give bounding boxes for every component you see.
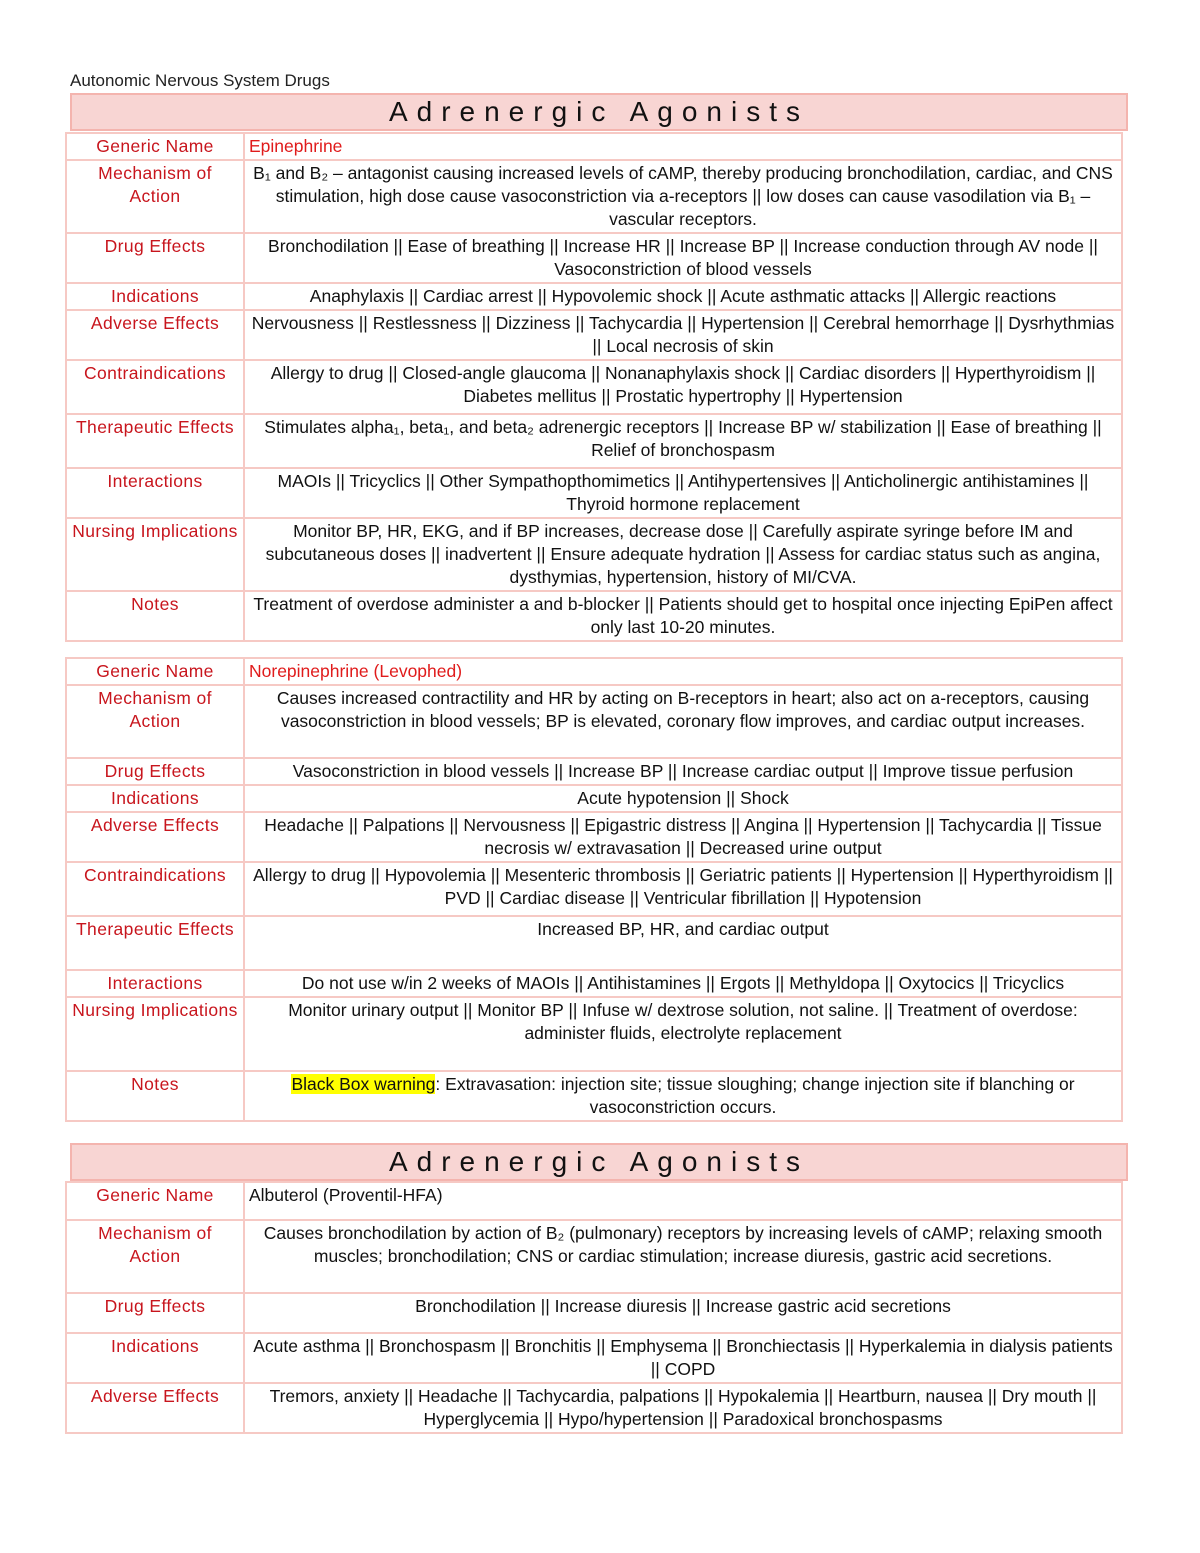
row-value: Allergy to drug || Hypovolemia || Mesenteric thrombosis || Geriatric patients || Hypertension || Hyperthyroidism || PVD || Cardiac disease || Ventricular fibrillation || Hypotension [244, 862, 1122, 916]
row-label: Contraindications [66, 360, 244, 414]
document-title: Autonomic Nervous System Drugs [70, 71, 330, 90]
notes-text: : Extravasation: injection site; tissue sloughing; change injection site if blanching or vasoconstriction occurs. [435, 1074, 1075, 1117]
row-label: Drug Effects [66, 758, 244, 785]
row-label: Indications [66, 785, 244, 812]
table-row [66, 970, 1122, 997]
row-label: Therapeutic Effects [66, 916, 244, 970]
drug-table-norepinephrine [65, 657, 1123, 1122]
table-row [66, 658, 1122, 685]
table-row [66, 1383, 1122, 1433]
drug-table-albuterol [65, 1181, 1123, 1434]
row-label: Adverse Effects [66, 812, 244, 862]
row-value: MAOIs || Tricyclics || Other Sympathopthomimetics || Antihypertensives || Anticholinergic antihistamines || Thyroid hormone replacement [244, 468, 1122, 518]
table-row [66, 160, 1122, 233]
row-label: Indications [66, 1333, 244, 1383]
row-value: Causes bronchodilation by action of B₂ (pulmonary) receptors by increasing levels of cAMP; relaxing smooth muscles; bronchodilation; CNS or cardiac stimulation; increase diuresis, gastric acid secretions. [244, 1220, 1122, 1293]
row-value: Bronchodilation || Increase diuresis || Increase gastric acid secretions [244, 1293, 1122, 1333]
row-value: Stimulates alpha₁, beta₁, and beta₂ adrenergic receptors || Increase BP w/ stabilization || Ease of breathing || Relief of bronchospasm [244, 414, 1122, 468]
row-value: Treatment of overdose administer a and b-blocker || Patients should get to hospital once injecting EpiPen affect only last 10-20 minutes. [244, 591, 1122, 641]
row-label: Adverse Effects [66, 1383, 244, 1433]
row-value: Acute hypotension || Shock [244, 785, 1122, 812]
row-value: Vasoconstriction in blood vessels || Increase BP || Increase cardiac output || Improve tissue perfusion [244, 758, 1122, 785]
table-row [66, 310, 1122, 360]
row-value: Acute asthma || Bronchospasm || Bronchitis || Emphysema || Bronchiectasis || Hyperkalemia in dialysis patients || COPD [244, 1333, 1122, 1383]
row-value: Nervousness || Restlessness || Dizziness || Tachycardia || Hypertension || Cerebral hemorrhage || Dysrhythmias || Local necrosis of skin [244, 310, 1122, 360]
row-label: Notes [66, 1071, 244, 1121]
row-value: Headache || Palpations || Nervousness || Epigastric distress || Angina || Hypertension || Tachycardia || Tissue necrosis w/ extravasation || Decreased urine output [244, 812, 1122, 862]
row-value: Bronchodilation || Ease of breathing || Increase HR || Increase BP || Increase conduction through AV node || Vasoconstriction of blood vessels [244, 233, 1122, 283]
drug-name: Norepinephrine (Levophed) [244, 658, 1122, 685]
table-row [66, 591, 1122, 641]
row-label: Interactions [66, 468, 244, 518]
label-generic-name: Generic Name [66, 133, 244, 160]
table-row [66, 133, 1122, 160]
table-row [66, 1293, 1122, 1333]
row-value: Tremors, anxiety || Headache || Tachycardia, palpations || Hypokalemia || Heartburn, nausea || Dry mouth || Hyperglycemia || Hypo/hypertension || Paradoxical bronchospasms [244, 1383, 1122, 1433]
table-row [66, 997, 1122, 1071]
table-row [66, 812, 1122, 862]
table-row [66, 468, 1122, 518]
table-row [66, 283, 1122, 310]
table-row [66, 233, 1122, 283]
row-label: Adverse Effects [66, 310, 244, 360]
table-row [66, 685, 1122, 758]
table-row [66, 1333, 1122, 1383]
row-label: Indications [66, 283, 244, 310]
row-label: Mechanism of Action [66, 160, 244, 233]
row-value: Allergy to drug || Closed-angle glaucoma || Nonanaphylaxis shock || Cardiac disorders || Hyperthyroidism || Diabetes mellitus || Prostatic hypertrophy || Hypertension [244, 360, 1122, 414]
table-row [66, 785, 1122, 812]
table-row [66, 518, 1122, 591]
row-value: Causes increased contractility and HR by acting on B-receptors in heart; also act on a-receptors, causing vasoconstriction in blood vessels; BP is elevated, coronary flow improves, and cardiac output increases. [244, 685, 1122, 758]
drug-table-epinephrine [65, 132, 1123, 642]
table-row [66, 1220, 1122, 1293]
row-label: Drug Effects [66, 233, 244, 283]
row-label: Nursing Implications [66, 997, 244, 1071]
table-row [66, 360, 1122, 414]
row-label: Contraindications [66, 862, 244, 916]
row-value: Do not use w/in 2 weeks of MAOIs || Antihistamines || Ergots || Methyldopa || Oxytocics || Tricyclics [244, 970, 1122, 997]
table-row [66, 758, 1122, 785]
table-row [66, 414, 1122, 468]
row-label: Mechanism of Action [66, 1220, 244, 1293]
table-row [66, 862, 1122, 916]
row-value: B₁ and B₂ – antagonist causing increased levels of cAMP, thereby producing bronchodilation, cardiac, and CNS stimulation, high dose cause vasoconstriction via a-receptors || low doses can cause vasodilation via B₁ – vascular receptors. [244, 160, 1122, 233]
drug-name: Epinephrine [244, 133, 1122, 160]
row-label: Interactions [66, 970, 244, 997]
section-heading: Adrenergic Agonists [70, 1143, 1128, 1181]
row-label: Notes [66, 591, 244, 641]
table-row [66, 916, 1122, 970]
label-generic-name: Generic Name [66, 658, 244, 685]
table-row [66, 1071, 1122, 1121]
label-generic-name: Generic Name [66, 1182, 244, 1220]
row-label: Therapeutic Effects [66, 414, 244, 468]
row-value: Monitor urinary output || Monitor BP || Infuse w/ dextrose solution, not saline. || Treatment of overdose: administer fluids, electrolyte replacement [244, 997, 1122, 1071]
table-row [66, 1182, 1122, 1220]
section-heading: Adrenergic Agonists [70, 93, 1128, 131]
drug-name: Albuterol (Proventil-HFA) [244, 1182, 1122, 1220]
black-box-warning-highlight: Black Box warning [291, 1074, 436, 1094]
row-label: Drug Effects [66, 1293, 244, 1333]
row-value: Anaphylaxis || Cardiac arrest || Hypovolemic shock || Acute asthmatic attacks || Allergic reactions [244, 283, 1122, 310]
row-value: Monitor BP, HR, EKG, and if BP increases, decrease dose || Carefully aspirate syringe before IM and subcutaneous doses || inadvertent || Ensure adequate hydration || Assess for cardiac status such as angina, dysthymias, hypertension, history of MI/CVA. [244, 518, 1122, 591]
row-value: Increased BP, HR, and cardiac output [244, 916, 1122, 970]
row-value [244, 1071, 1122, 1121]
row-label: Mechanism of Action [66, 685, 244, 758]
row-label: Nursing Implications [66, 518, 244, 591]
